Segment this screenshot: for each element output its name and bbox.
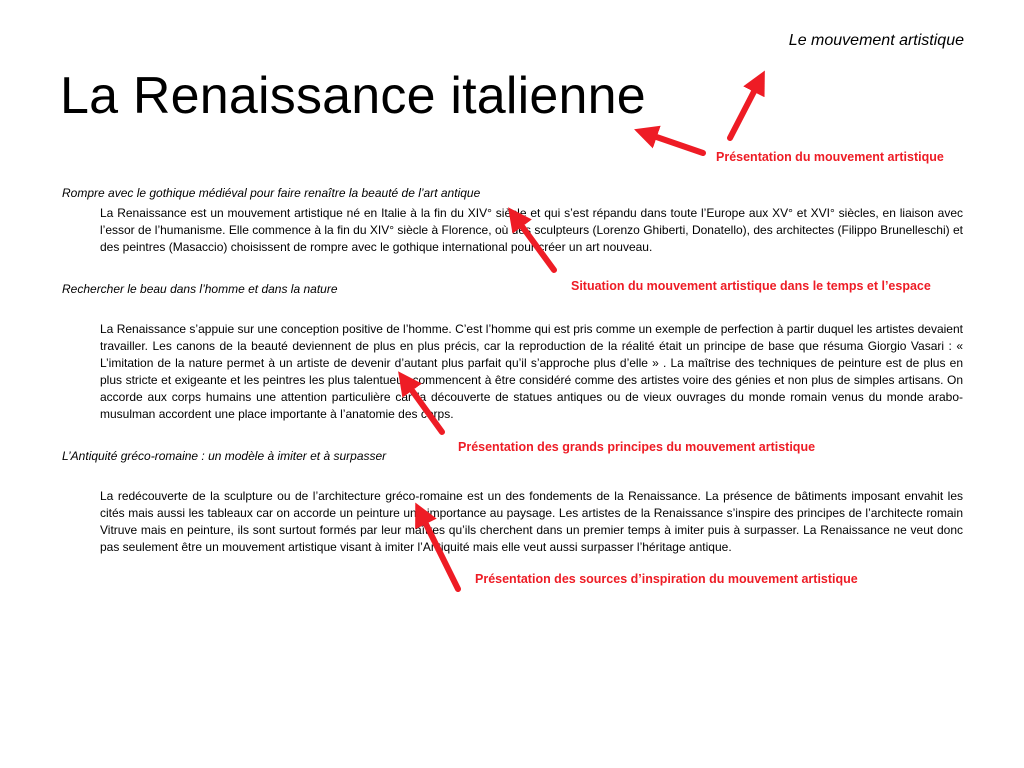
section-paragraph-2: La Renaissance s’appuie sur une conception positive de l’homme. C’est l’homme qui est pris comme un exemple de perfection à partir duquel les artistes devaient travailler. Les canons de la beauté deviennent de plus en plus précis, car la reproduction de la réalité était un principe de base que résuma Giorgio Vasari : « L’imitation de la nature permet à un artiste de devenir d’autant plus parfait qu’il s’approche plus d’elle » . La maîtrise des techniques de peinture est de plus en plus stricte et exigeante et les peintres les plus talentueux commencent à être considéré comme des artistes voire des génies et non plus de simples artisans. On accorde aux corps humains une attention particulière car la découverte de statues antiques ou de vieux ouvrages du monde romain venus du monde arabo-musulman accordent une place importante à l’anatomie des corps. <box>100 322 963 421</box>
section-paragraph-1: La Renaissance est un mouvement artistique né en Italie à la fin du XIV° siècle et qui s’est répandu dans toute l’Europe aux XV° et XVI° siècles, en liaison avec l’essor de l’humanisme. Elle commence à la fin du XIV° siècle à Florence, où des sculpteurs (Lorenzo Ghiberti, Donatello), des architectes (Filippo Brunelleschi) et des peintres (Masaccio) choisissent de rompre avec le gothique international pour créer un art nouveau. <box>100 206 963 254</box>
section-paragraph-3: La redécouverte de la sculpture ou de l’architecture gréco-romaine est un des fondements de la Renaissance. La présence de bâtiments imposant envahit les cités mais aussi les tableaux car on accorde un peinture une importance au paysage. Les artistes de la Renaissance s’inspire des principes de l’architecte romain Vitruve mais en peinture, ils sont surtout formés par leur maîtres qu’ils cherchent dans un premier temps à imiter puis à surpasser. La Renaissance ne veut donc pas seulement être un mouvement artistique visant à imiter l’Antiquité mais elle veut aussi surpasser l’héritage antique. <box>100 489 963 554</box>
topic-label: Le mouvement artistique <box>788 32 964 49</box>
arrow-to-title <box>642 132 703 153</box>
section-heading-1: Rompre avec le gothique médiéval pour faire renaître la beauté de l’art antique <box>62 186 481 200</box>
section-heading-2: Rechercher le beau dans l’homme et dans la nature <box>62 282 338 296</box>
annotation-situation: Situation du mouvement artistique dans le temps et l’espace <box>571 279 931 293</box>
arrow-to-topic <box>730 78 761 138</box>
section-heading-3: L’Antiquité gréco-romaine : un modèle à imiter et à surpasser <box>62 449 387 463</box>
annotation-principles: Présentation des grands principes du mouvement artistique <box>458 440 816 454</box>
page-title: La Renaissance italienne <box>60 67 646 125</box>
annotation-inspiration: Présentation des sources d’inspiration du mouvement artistique <box>475 572 858 586</box>
annotation-presentation: Présentation du mouvement artistique <box>716 150 944 164</box>
